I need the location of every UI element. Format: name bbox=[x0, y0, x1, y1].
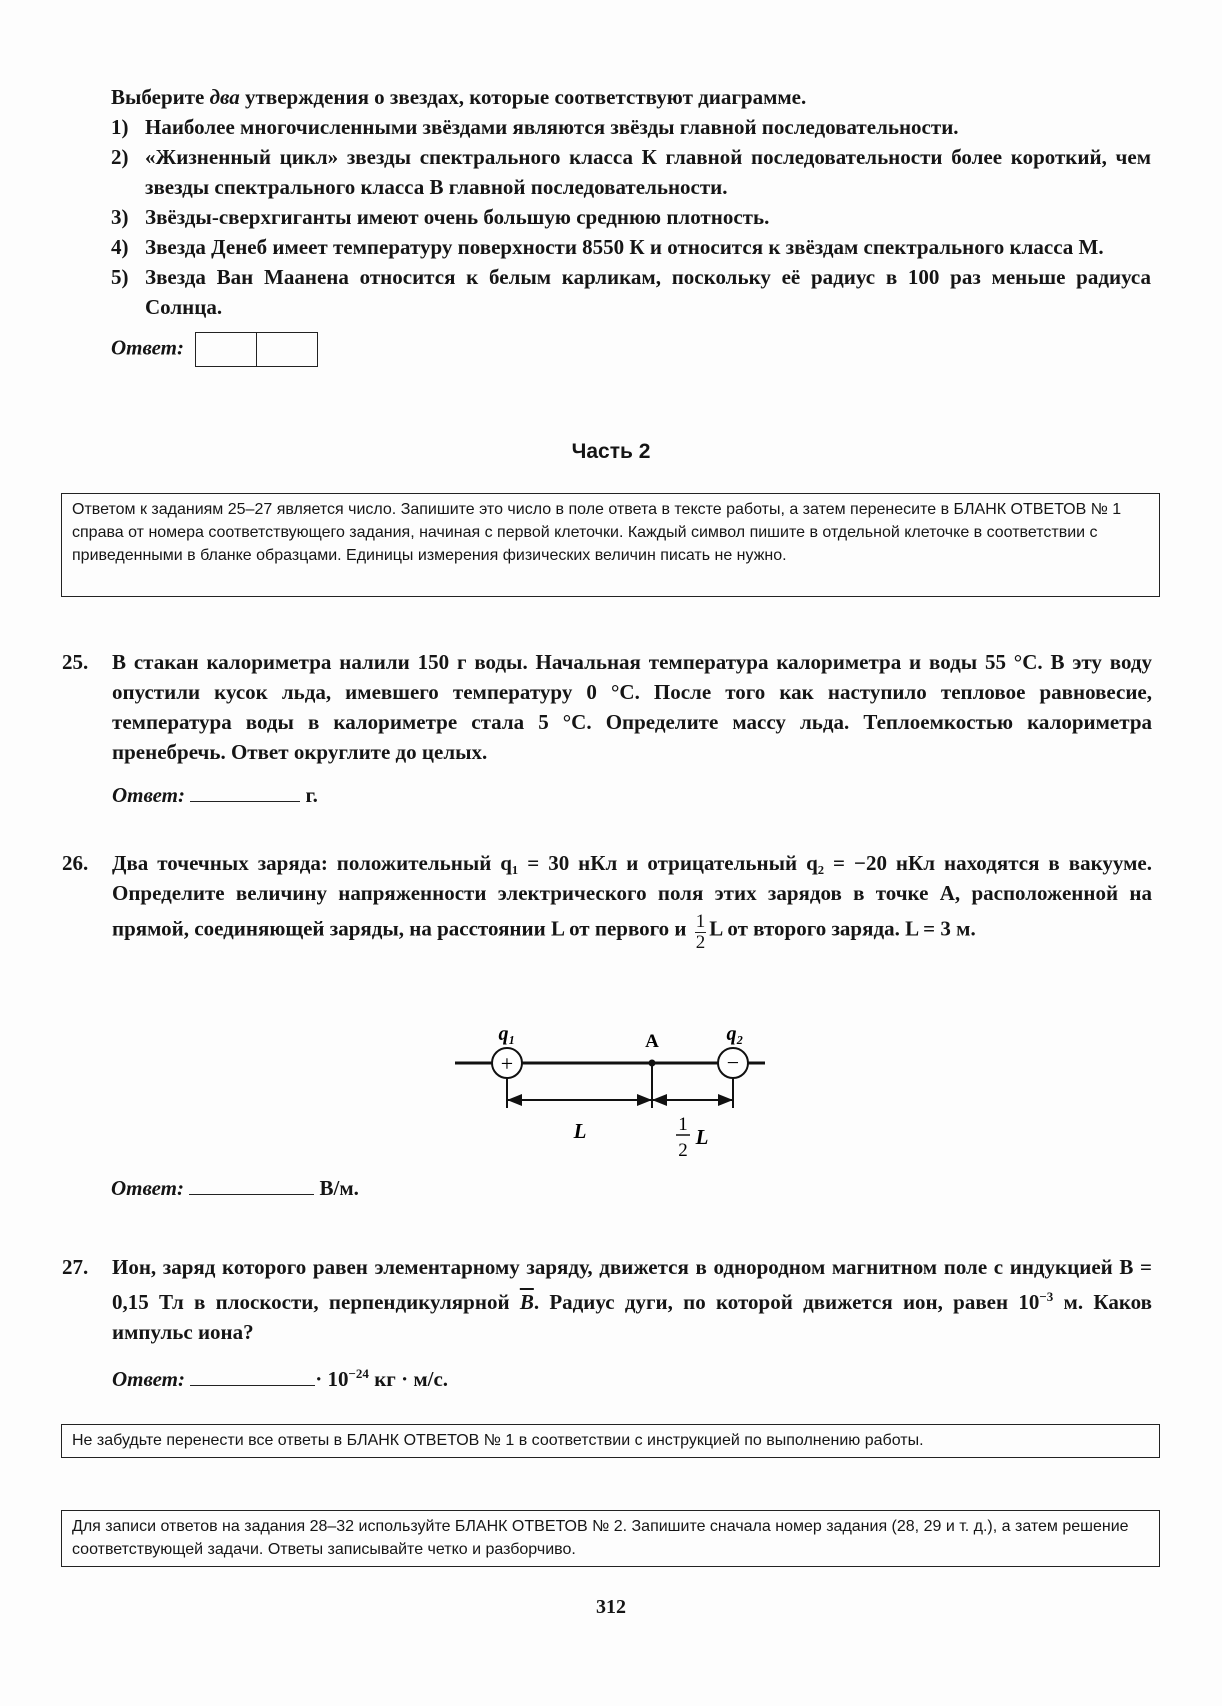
answer-label: Ответ: bbox=[111, 335, 184, 360]
option-5: 5) Звезда Ван Маанена относится к белым карликам, поскольку её радиус в 100 раз меньше радиуса Солнца. bbox=[111, 265, 1151, 319]
svg-text:1: 1 bbox=[678, 1114, 688, 1135]
reminder-box: Не забудьте перенести все ответы в БЛАНК ОТВЕТОВ № 1 в соответствии с инструкцией по выполнению работы. bbox=[61, 1424, 1160, 1458]
question-25: 25. В стакан калориметра налили 150 г воды. Начальная температура калориметра и воды 55 °С. В эту воду опустили кусок льда, имевшего температуру 0 °С. После того как наступило тепловое равновесие, температура воды в калориметре стала 5 °С. Определите массу льда. Теплоемкостью калориметра пренебречь. Ответ округлите до целых. Ответ: г. bbox=[62, 647, 1152, 810]
part-title: Часть 2 bbox=[571, 440, 651, 463]
answer-cell-1[interactable] bbox=[195, 332, 257, 367]
svg-text:L: L bbox=[573, 1119, 587, 1143]
question-26: 26. Два точечных заряда: положительный q₁ = 30 нКл и отрицательный q₂ = −20 нКл находятся в вакууме. Определите величину напряженности электрического поля этих зарядов в точке А, расположенной на прямой, соединяющей заряды, на расстоянии L от первого и $\frac{1}{2}$ L от второго заряда. L = 3 м. bbox=[62, 851, 1152, 953]
question-24 bbox=[111, 82, 1151, 367]
option-3: 3) Звёзды-сверхгиганты имеют очень большую среднюю плотность. bbox=[111, 205, 770, 229]
point-a bbox=[649, 1060, 656, 1067]
answer-row-27: Ответ: · $10^{-24}$ кг · м/с. bbox=[112, 1366, 449, 1391]
svg-text:A: A bbox=[645, 1031, 659, 1052]
answer-row-24 bbox=[111, 332, 1151, 367]
answer-cell-2[interactable] bbox=[257, 332, 318, 367]
svg-text:+: + bbox=[500, 1051, 514, 1076]
question-24-intro: Выберите два утверждения о звездах, которые соответствуют диаграмме. bbox=[111, 85, 807, 109]
answer-field-26[interactable] bbox=[189, 1176, 314, 1195]
svg-text:q₁: q₁ bbox=[498, 1023, 516, 1045]
emphasis: два bbox=[209, 85, 240, 109]
svg-text:q₂: q₂ bbox=[726, 1023, 744, 1045]
instruction-box: Ответом к заданиям 25–27 является число. Запишите это число в поле ответа в тексте работы, а затем перенесите в БЛАНК ОТВЕТОВ № 1 справа от номера соответствующего задания, начиная с первой клеточки. Каждый символ пишите в отдельной клеточке в соответствии с приведенными в бланке образцами. Единицы измерения физических величин писать не нужно. bbox=[61, 493, 1160, 597]
answer-row-25: Ответ: г. bbox=[112, 783, 318, 807]
fraction-half: $\frac{1}{2}$ bbox=[695, 911, 706, 953]
part2-instruction-box: Для записи ответов на задания 28–32 используйте БЛАНК ОТВЕТОВ № 2. Запишите сначала номер задания (28, 29 и т. д.), а затем решение соответствующей задачи. Ответы записывайте четко и разборчиво. bbox=[61, 1510, 1160, 1567]
option-4: 4) Звезда Денеб имеет температуру поверхности 8550 К и относится к звёздам спектрального класса М. bbox=[111, 235, 1104, 259]
option-2: 2) «Жизненный цикл» звезды спектрального класса К главной последовательности более короткий, чем звезды спектрального класса В главной последовательности. bbox=[111, 145, 1151, 199]
page-number: 312 bbox=[596, 1596, 626, 1618]
option-1: 1) Наиболее многочисленными звёздами являются звёзды главной последовательности. bbox=[111, 115, 959, 139]
answer-row-26: Ответ: В/м. bbox=[111, 1176, 359, 1200]
svg-text:2: 2 bbox=[678, 1140, 688, 1161]
svg-text:L: L bbox=[695, 1125, 709, 1149]
question-27: 27. Ион, заряд которого равен элементарному заряду, движется в однородном магнитном поле с индукцией B = 0,15 Тл в плоскости, перпендикулярной $\overline{B}$. Радиус дуги, по которой движется ион, равен $10^{-3}$ м. Каков импульс иона? Ответ: · $10^{-24}$ кг · м/с. bbox=[62, 1252, 1152, 1394]
charges-diagram bbox=[440, 1010, 790, 1180]
svg-text:−: − bbox=[726, 1050, 740, 1075]
answer-field-25[interactable] bbox=[190, 783, 300, 802]
answer-field-27[interactable] bbox=[190, 1367, 315, 1386]
